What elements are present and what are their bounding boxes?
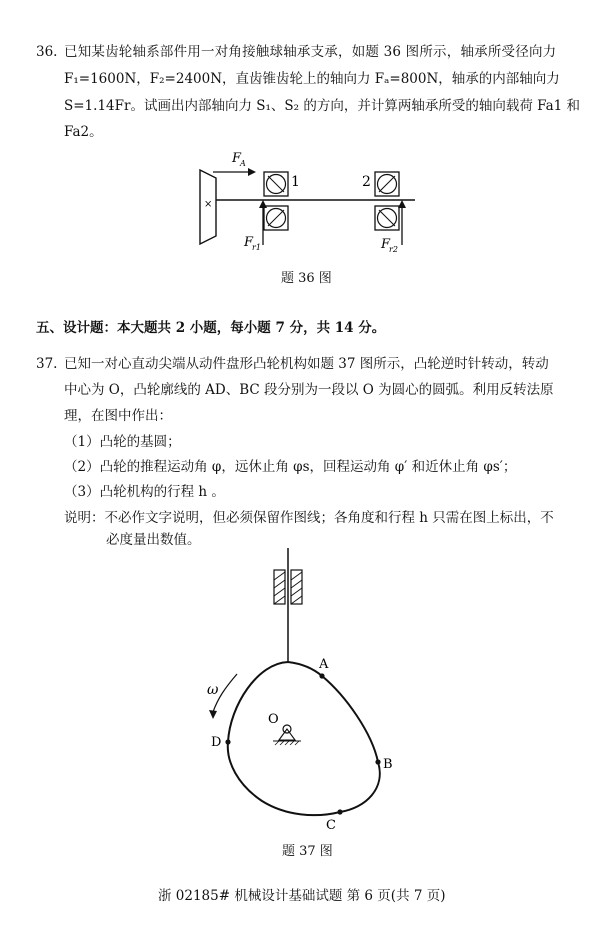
q37-item1: （1）凸轮的基圆； bbox=[64, 434, 181, 450]
page-footer: 浙 02185# 机械设计基础试题 第 6 页(共 7 页) bbox=[158, 888, 446, 904]
cam-profile bbox=[228, 662, 380, 815]
q36-line4: Fa2。 bbox=[64, 124, 103, 140]
label-omega: ω bbox=[207, 682, 219, 698]
q36-line1: 已知某齿轮轴系部件用一对角接触球轴承支承，如题 36 图所示，轴承所受径向力 bbox=[64, 44, 557, 60]
bearing-1-label: 1 bbox=[291, 174, 300, 190]
q37-note-line2: 必度量出数值。 bbox=[106, 532, 201, 548]
fr2-label: F bbox=[381, 237, 391, 252]
gear-cross-mark: × bbox=[204, 199, 213, 210]
q37-item3: （3）凸轮机构的行程 h 。 bbox=[64, 484, 225, 500]
rotation-arrow-head bbox=[209, 710, 217, 719]
label-c: C bbox=[326, 818, 336, 833]
pivot-ground-hatch bbox=[275, 741, 299, 745]
q37-line3: 理，在图中作出： bbox=[64, 408, 172, 424]
point-a bbox=[319, 673, 324, 678]
q36-line3: S=1.14Fr。试画出内部轴向力 S₁、S₂ 的方向，并计算两轴承所受的轴向载荷 Fa1 和 bbox=[64, 98, 581, 114]
fa-label: F bbox=[232, 151, 242, 166]
q37-number: 37. bbox=[36, 356, 58, 372]
label-d: D bbox=[211, 735, 222, 750]
fr1-label: F bbox=[244, 235, 254, 250]
label-o: O bbox=[268, 712, 279, 727]
section-5-title: 五、设计题：本大题共 2 小题，每小题 7 分，共 14 分。 bbox=[36, 320, 386, 336]
q37-line2: 中心为 O，凸轮廓线的 AD、BC 段分别为一段以 O 为圆心的圆弧。利用反转法原 bbox=[64, 382, 554, 398]
fr2-label-sub: r2 bbox=[389, 245, 398, 254]
fa-label-sub: A bbox=[240, 159, 246, 168]
fr1-label-sub: r1 bbox=[252, 243, 261, 252]
q37-note-line1: 说明：不必作文字说明，但必须保留作图线；各角度和行程 h 只需在图上标出，不 bbox=[64, 510, 554, 526]
label-b: B bbox=[383, 757, 393, 772]
q37-item2: （2）凸轮的推程运动角 φ，远休止角 φs，回程运动角 φ′ 和近休止角 φs′； bbox=[64, 459, 517, 475]
bearing-2-label: 2 bbox=[362, 174, 371, 190]
q36-line2: F₁=1600N，F₂=2400N，直齿锥齿轮上的轴向力 Fₐ=800N，轴承的内部轴向力 bbox=[64, 71, 560, 87]
point-d bbox=[225, 739, 230, 744]
label-a: A bbox=[319, 657, 329, 672]
q36-number: 36. bbox=[36, 44, 58, 60]
point-c bbox=[337, 809, 342, 814]
figure-37-caption: 题 37 图 bbox=[282, 844, 333, 859]
q37-line1: 已知一对心直动尖端从动件盘形凸轮机构如题 37 图所示，凸轮逆时针转动，转动 bbox=[64, 356, 549, 372]
figure-36-caption: 题 36 图 bbox=[281, 271, 332, 286]
point-b bbox=[375, 759, 380, 764]
